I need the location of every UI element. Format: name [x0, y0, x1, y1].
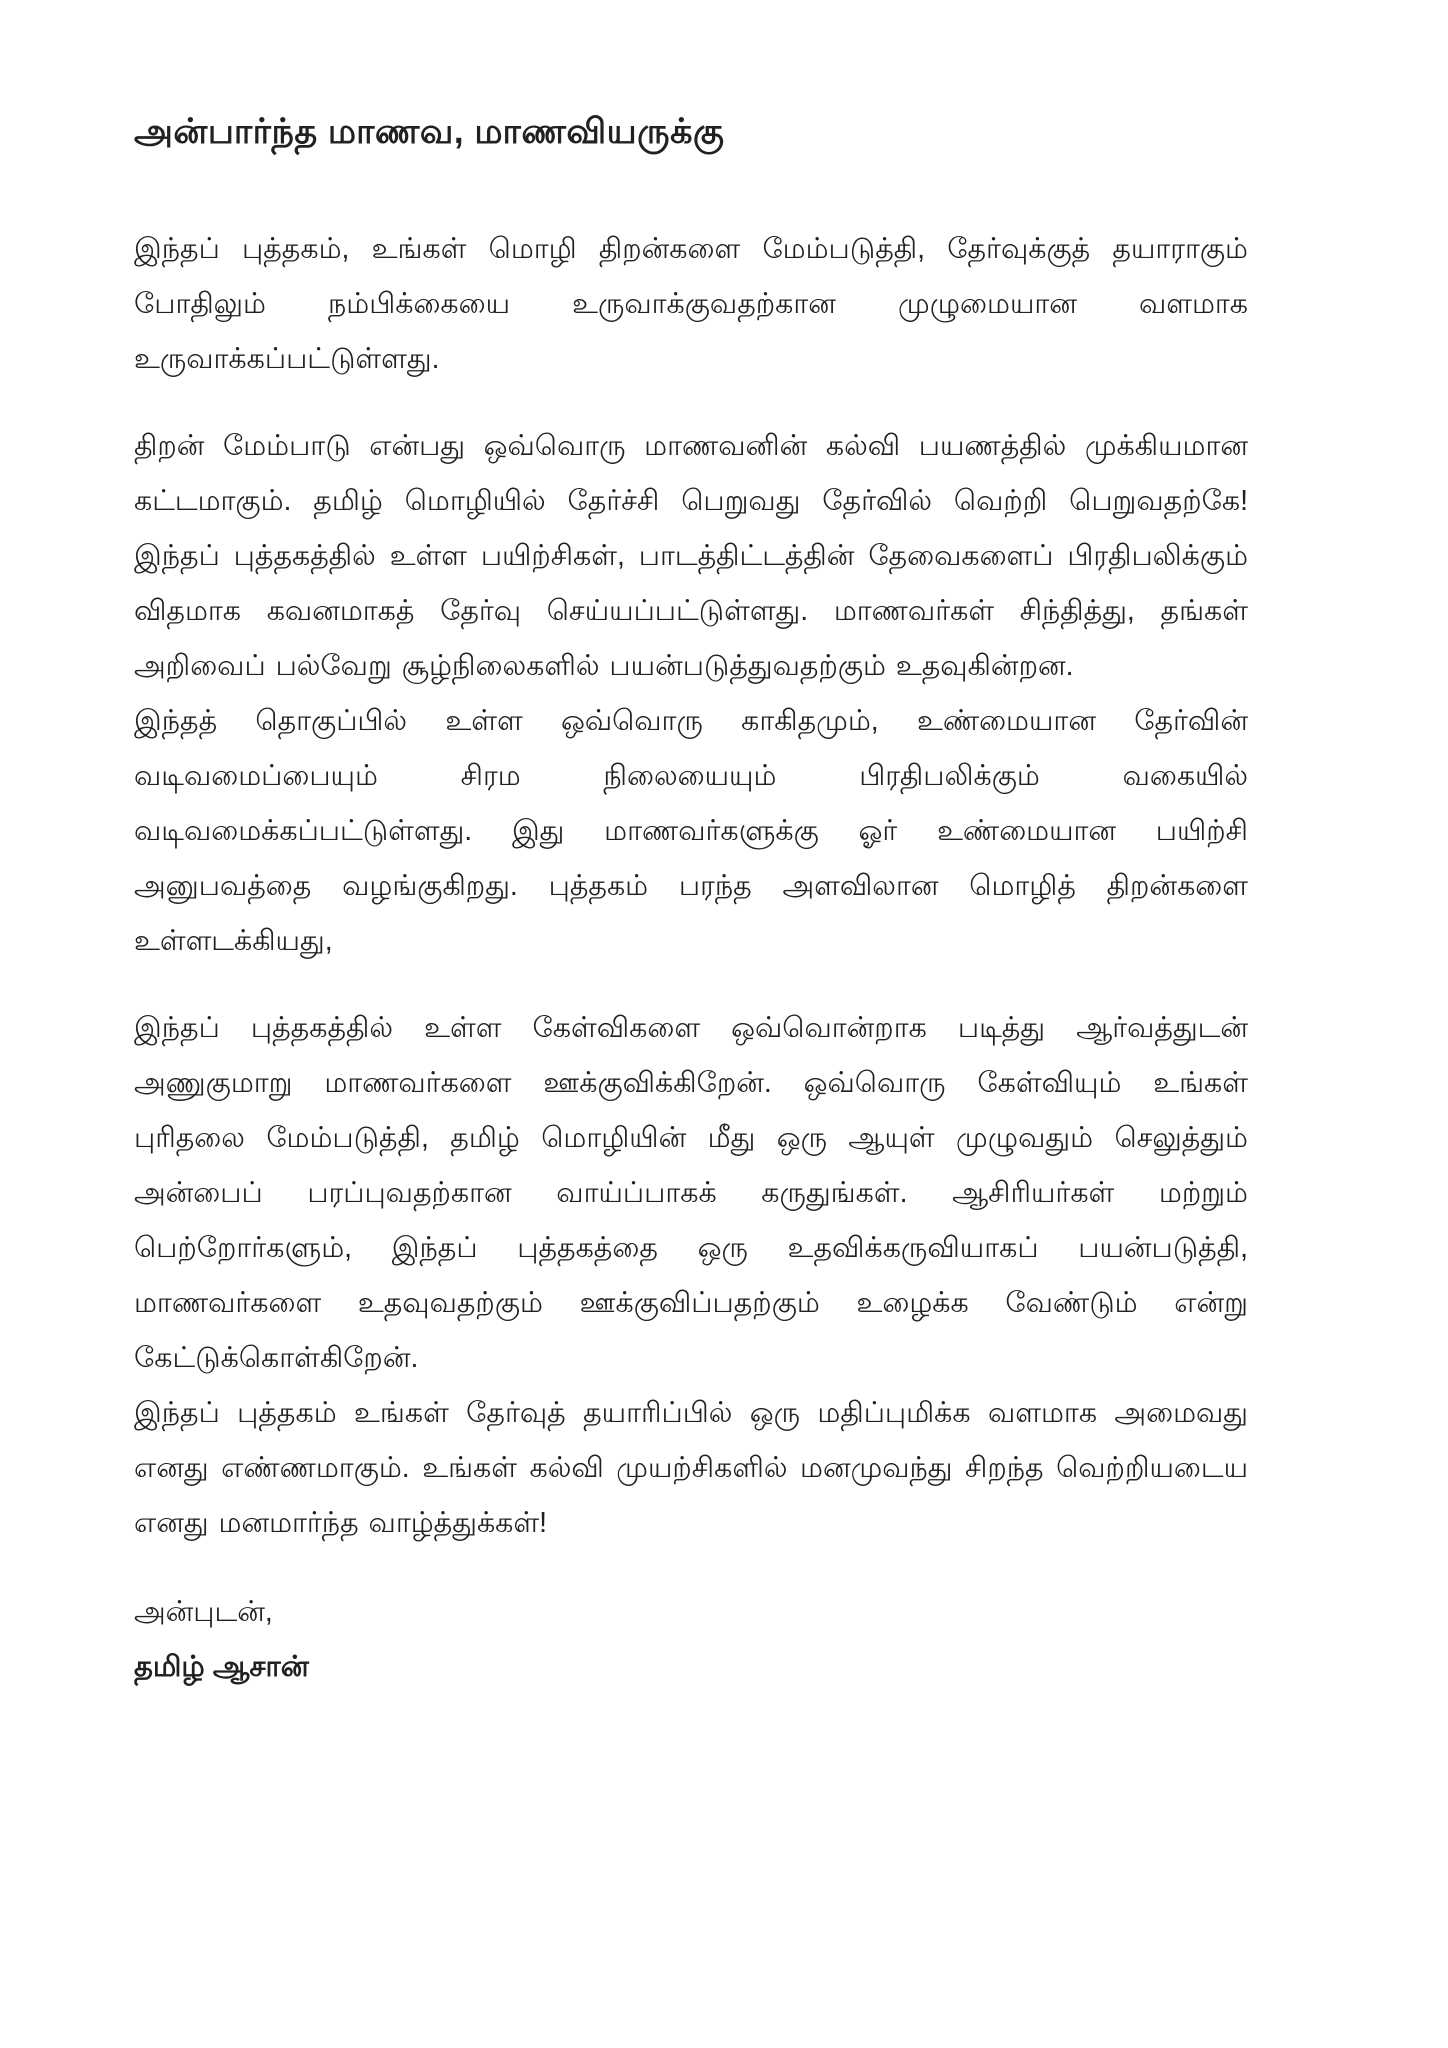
paragraph-skill-development: திறன் மேம்பாடு என்பது ஒவ்வொரு மாணவனின் கல்வி பயணத்தில் முக்கியமான கட்டமாகும். தமிழ் மொழியில் தேர்ச்சி பெறுவது தேர்வில் வெற்றி பெறுவதற்கே! இந்தப் புத்தகத்தில் உள்ள பயிற்சிகள், பாடத்திட்டத்தின் தேவைகளைப் பிரதிபலிக்கும் விதமாக கவனமாகத் தேர்வு செய்யப்பட்டுள்ளது. மாணவர்கள் சிந்தித்து, தங்கள் அறிவைப் பல்வேறு சூழ்நிலைகளில் பயன்படுத்துவதற்கும் உதவுகின்றன. — [134, 430, 1248, 682]
closing-signature: தமிழ் ஆசான் — [134, 1651, 309, 1683]
paragraph-intro: இந்தப் புத்தகம், உங்கள் மொழி திறன்களை மேம்படுத்தி, தேர்வுக்குத் தயாராகும் போதிலும் நம்பிக்கையை உருவாக்குவதற்கான முழுமையான வளமாக உருவாக்கப்பட்டுள்ளது. — [134, 233, 1248, 375]
paragraph-wishes: இந்தப் புத்தகம் உங்கள் தேர்வுத் தயாரிப்பில் ஒரு மதிப்புமிக்க வளமாக அமைவது எனது எண்ணமாகும். உங்கள் கல்வி முயற்சிகளில் மனமுவந்து சிறந்த வெற்றியடைய எனது மனமார்ந்த வாழ்த்துக்கள்! — [134, 1397, 1248, 1539]
letter-body — [134, 222, 1248, 1551]
letter-closing — [134, 1585, 1248, 1695]
closing-salutation: அன்புடன், — [134, 1596, 273, 1628]
paragraph-encouragement: இந்தப் புத்தகத்தில் உள்ள கேள்விகளை ஒவ்வொன்றாக படித்து ஆர்வத்துடன் அணுகுமாறு மாணவர்களை ஊக்குவிக்கிறேன். ஒவ்வொரு கேள்வியும் உங்கள் புரிதலை மேம்படுத்தி, தமிழ் மொழியின் மீது ஒரு ஆயுள் முழுவதும் செலுத்தும் அன்பைப் பரப்புவதற்கான வாய்ப்பாகக் கருதுங்கள். ஆசிரியர்கள் மற்றும் பெற்றோர்களும், இந்தப் புத்தகத்தை ஒரு உதவிக்கருவியாகப் பயன்படுத்தி, மாணவர்களை உதவுவதற்கும் ஊக்குவிப்பதற்கும் உழைக்க வேண்டும் என்று கேட்டுக்கொள்கிறேன். — [134, 1012, 1248, 1374]
paragraph-collection-design: இந்தத் தொகுப்பில் உள்ள ஒவ்வொரு காகிதமும், உண்மையான தேர்வின் வடிவமைப்பையும் சிரம நிலையையும் பிரதிபலிக்கும் வகையில் வடிவமைக்கப்பட்டுள்ளது. இது மாணவர்களுக்கு ஓர் உண்மையான பயிற்சி அனுபவத்தை வழங்குகிறது. புத்தகம் பரந்த அளவிலான மொழித் திறன்களை உள்ளடக்கியது, — [134, 705, 1248, 957]
page-title: அன்பார்ந்த மாணவ, மாணவியருக்கு — [134, 112, 725, 151]
